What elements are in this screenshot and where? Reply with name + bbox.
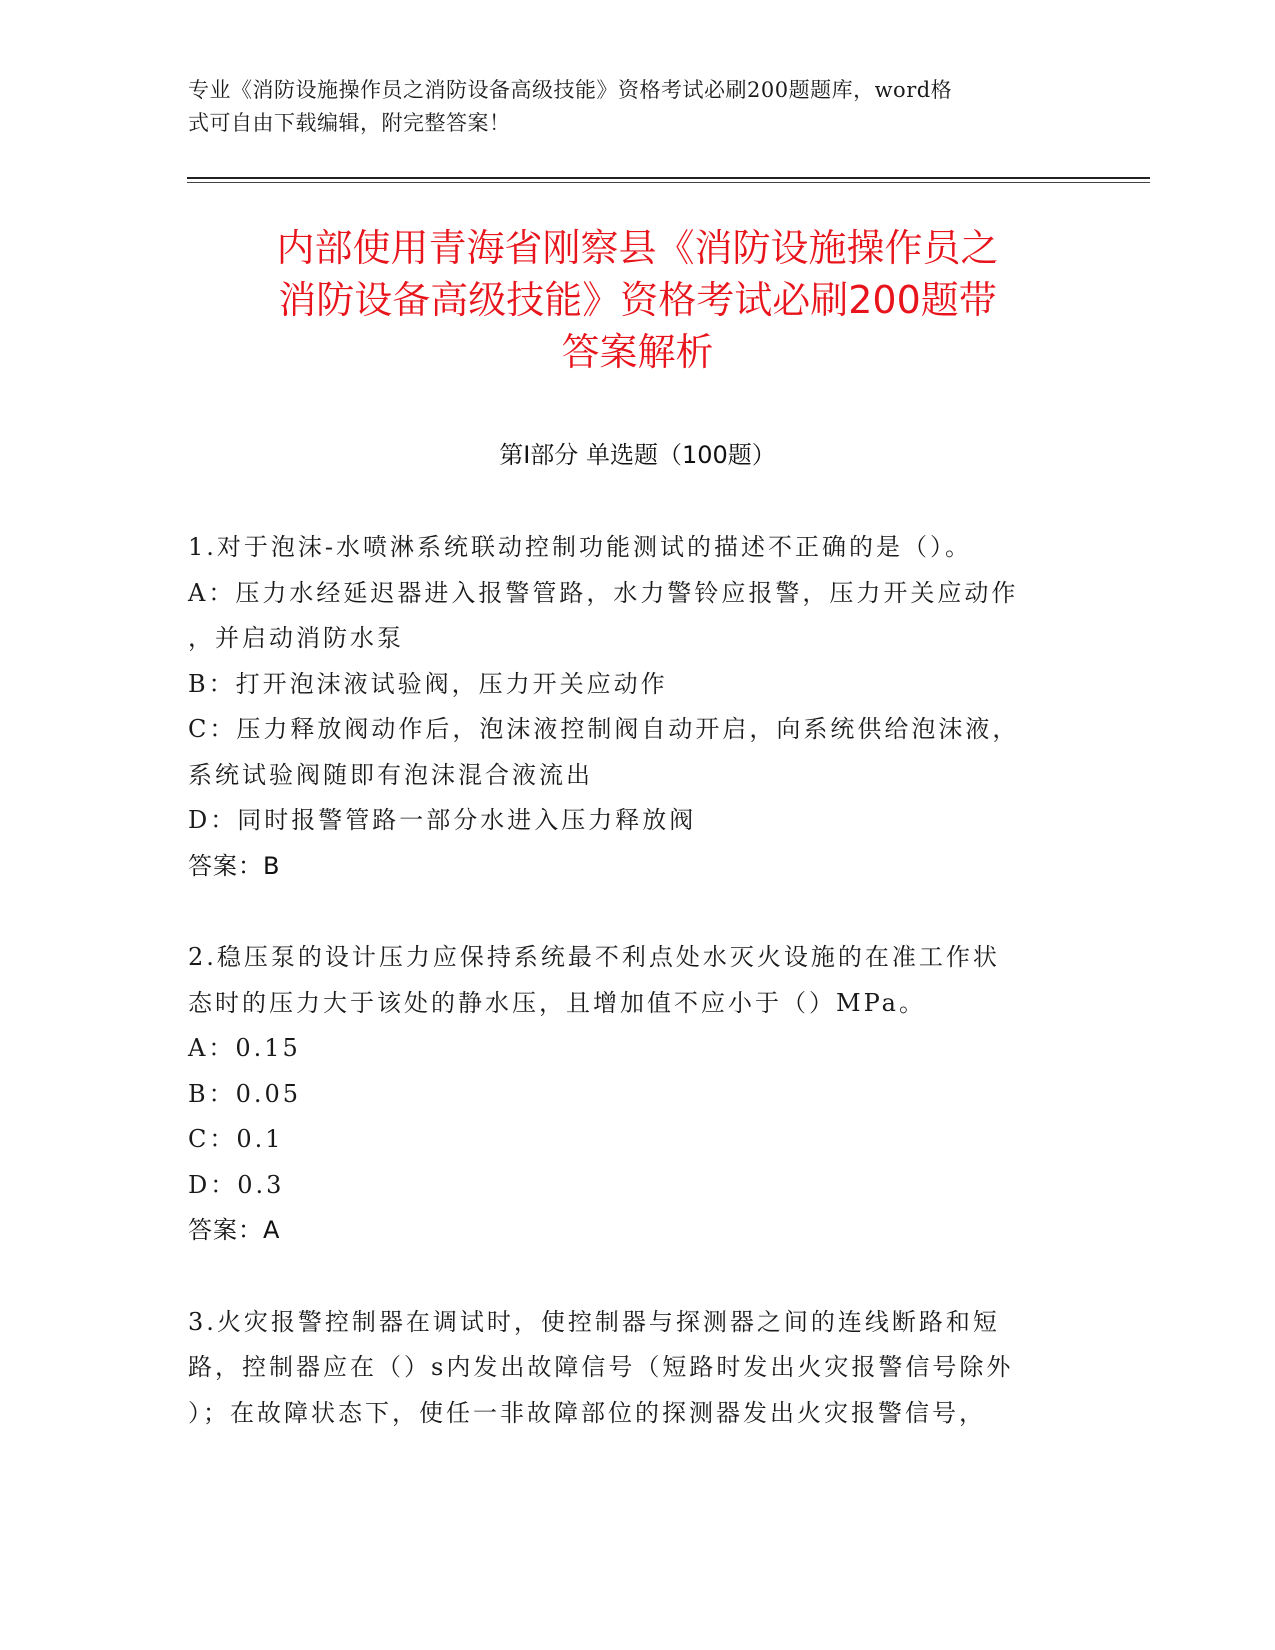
- section-title: 第Ⅰ部分 单选题（100题）: [499, 441, 776, 469]
- question-stem: 3.火灾报警控制器在调试时，使控制器与探测器之间的连线断路和短: [188, 1307, 1000, 1336]
- question-1: [188, 525, 1088, 889]
- question-list: [188, 525, 1088, 1482]
- option-c: C：压力释放阀动作后，泡沫液控制阀自动开启，向系统供给泡沫液，: [188, 715, 1020, 743]
- title-line: 内部使用青海省刚察县《消防设施操作员之: [276, 226, 999, 270]
- option-c: C：0.1: [188, 1125, 284, 1153]
- header-rule-thick: [187, 177, 1150, 179]
- answer-label: 答案：A: [188, 1216, 281, 1244]
- option-a: A：0.15: [188, 1034, 301, 1062]
- option-d: D：同时报警管路一部分水进入压力释放阀: [188, 806, 697, 834]
- option-c-cont: 系统试验阀随即有泡沫混合液流出: [188, 760, 593, 789]
- title-line: 答案解析: [561, 330, 714, 374]
- question-stem-cont: 态时的压力大于该处的静水压，且增加值不应小于（）MPa。: [188, 988, 926, 1017]
- option-a-cont: ，并启动消防水泵: [188, 624, 404, 652]
- question-stem-cont: 路，控制器应在（）s内发出故障信号（短路时发出火灾报警信号除外: [188, 1353, 1014, 1381]
- answer-label: 答案：B: [188, 851, 281, 880]
- question-2: [188, 935, 1088, 1254]
- question-3: [188, 1300, 1088, 1437]
- document-title: [150, 222, 1125, 378]
- question-stem-cont: ）；在故障状态下，使任一非故障部位的探测器发出火灾报警信号，: [188, 1398, 986, 1427]
- question-stem: 2.稳压泵的设计压力应保持系统最不利点处水灭火设施的在准工作状: [188, 943, 1000, 971]
- header-note-line: 式可自由下载编辑，附完整答案！: [188, 111, 511, 135]
- title-line: 消防设备高级技能》资格考试必刷200题带: [278, 278, 997, 322]
- header-note: [188, 74, 1068, 140]
- header-rule-thin: [187, 182, 1150, 183]
- header-note-line: 专业《消防设施操作员之消防设备高级技能》资格考试必刷200题题库，word格: [188, 78, 953, 102]
- option-b: B：打开泡沫液试验阀，压力开关应动作: [188, 669, 668, 698]
- option-d: D：0.3: [188, 1170, 285, 1199]
- option-b: B：0.05: [188, 1079, 302, 1108]
- question-stem: 1.对于泡沫-水喷淋系统联动控制功能测试的描述不正确的是（）。: [188, 533, 973, 561]
- option-a: A：压力水经延迟器进入报警管路，水力警铃应报警，压力开关应动作: [188, 578, 1019, 607]
